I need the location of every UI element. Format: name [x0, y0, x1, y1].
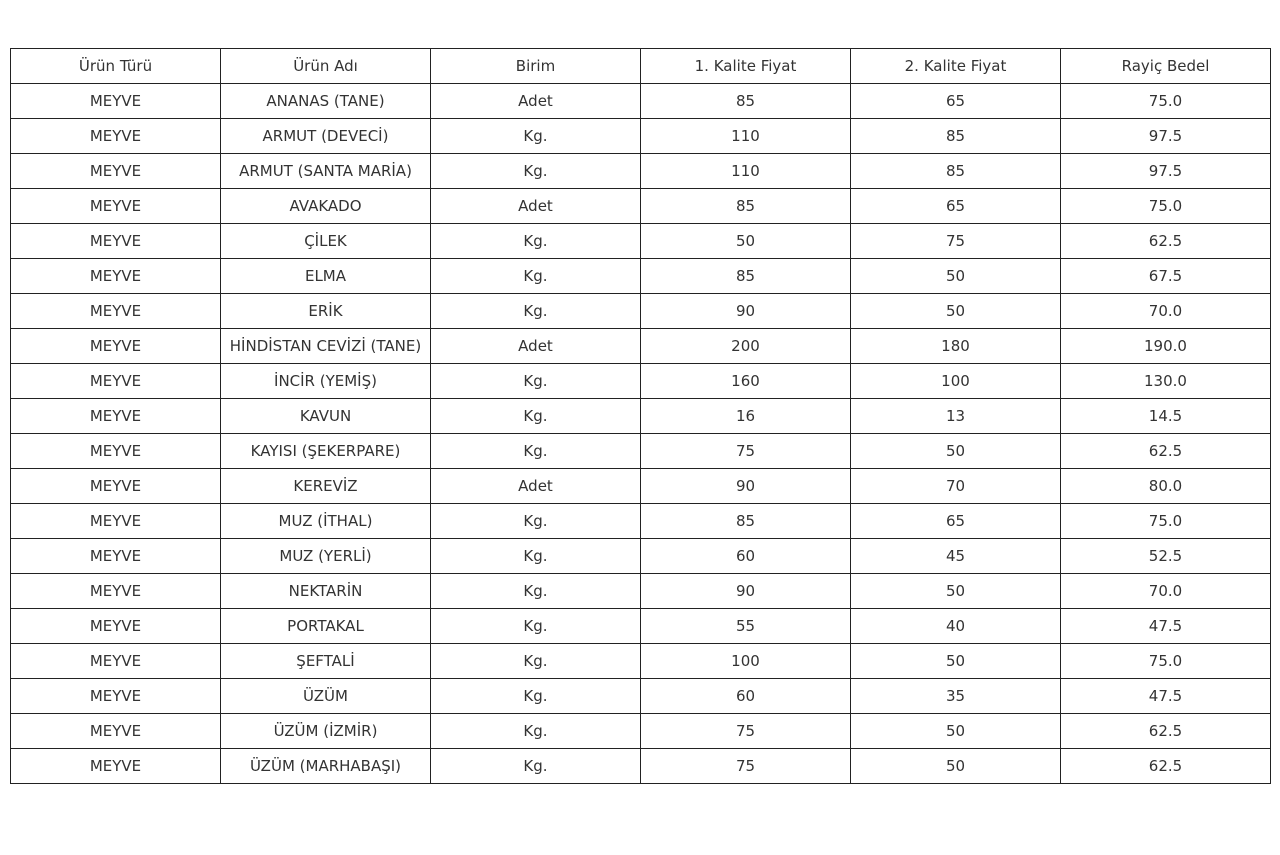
table-row [11, 364, 1271, 399]
cell-urun-turu: MEYVE [11, 539, 221, 574]
cell-kalite-1-fiyat: 85 [641, 189, 851, 224]
cell-urun-turu: MEYVE [11, 119, 221, 154]
table-body [11, 84, 1271, 784]
cell-birim: Kg. [431, 364, 641, 399]
cell-urun-adi: HİNDİSTAN CEVİZİ (TANE) [221, 329, 431, 364]
column-header-kalite-1-fiyat: 1. Kalite Fiyat [641, 49, 851, 84]
cell-urun-adi: KAVUN [221, 399, 431, 434]
table-row [11, 539, 1271, 574]
cell-urun-adi: AVAKADO [221, 189, 431, 224]
column-header-kalite-2-fiyat: 2. Kalite Fiyat [851, 49, 1061, 84]
table-row [11, 504, 1271, 539]
cell-kalite-2-fiyat: 50 [851, 714, 1061, 749]
table-row [11, 329, 1271, 364]
cell-urun-turu: MEYVE [11, 679, 221, 714]
cell-urun-turu: MEYVE [11, 154, 221, 189]
cell-rayic-bedel: 75.0 [1061, 189, 1271, 224]
column-header-urun-adi: Ürün Adı [221, 49, 431, 84]
cell-rayic-bedel: 190.0 [1061, 329, 1271, 364]
cell-urun-adi: ANANAS (TANE) [221, 84, 431, 119]
table-row [11, 714, 1271, 749]
cell-kalite-1-fiyat: 90 [641, 574, 851, 609]
cell-urun-adi: ARMUT (DEVECİ) [221, 119, 431, 154]
cell-kalite-2-fiyat: 85 [851, 154, 1061, 189]
cell-rayic-bedel: 75.0 [1061, 84, 1271, 119]
cell-rayic-bedel: 75.0 [1061, 644, 1271, 679]
column-header-rayic-bedel: Rayiç Bedel [1061, 49, 1271, 84]
cell-urun-adi: ŞEFTALİ [221, 644, 431, 679]
cell-kalite-1-fiyat: 160 [641, 364, 851, 399]
cell-urun-turu: MEYVE [11, 714, 221, 749]
cell-kalite-2-fiyat: 65 [851, 84, 1061, 119]
cell-urun-turu: MEYVE [11, 294, 221, 329]
cell-rayic-bedel: 62.5 [1061, 224, 1271, 259]
cell-urun-turu: MEYVE [11, 329, 221, 364]
cell-kalite-1-fiyat: 85 [641, 84, 851, 119]
cell-rayic-bedel: 14.5 [1061, 399, 1271, 434]
column-header-birim: Birim [431, 49, 641, 84]
cell-urun-adi: PORTAKAL [221, 609, 431, 644]
cell-kalite-2-fiyat: 50 [851, 294, 1061, 329]
cell-kalite-1-fiyat: 50 [641, 224, 851, 259]
table-row [11, 84, 1271, 119]
table-row [11, 294, 1271, 329]
cell-kalite-1-fiyat: 55 [641, 609, 851, 644]
cell-kalite-1-fiyat: 110 [641, 154, 851, 189]
cell-kalite-1-fiyat: 75 [641, 434, 851, 469]
cell-urun-adi: KEREVİZ [221, 469, 431, 504]
cell-rayic-bedel: 47.5 [1061, 679, 1271, 714]
cell-kalite-2-fiyat: 45 [851, 539, 1061, 574]
cell-urun-turu: MEYVE [11, 434, 221, 469]
cell-urun-turu: MEYVE [11, 469, 221, 504]
table-row [11, 434, 1271, 469]
cell-kalite-2-fiyat: 50 [851, 434, 1061, 469]
cell-urun-turu: MEYVE [11, 84, 221, 119]
cell-rayic-bedel: 47.5 [1061, 609, 1271, 644]
table-row [11, 469, 1271, 504]
cell-kalite-1-fiyat: 90 [641, 469, 851, 504]
cell-birim: Kg. [431, 434, 641, 469]
cell-kalite-2-fiyat: 40 [851, 609, 1061, 644]
table-row [11, 189, 1271, 224]
cell-birim: Kg. [431, 749, 641, 784]
cell-birim: Kg. [431, 259, 641, 294]
cell-rayic-bedel: 70.0 [1061, 574, 1271, 609]
cell-kalite-1-fiyat: 60 [641, 539, 851, 574]
cell-kalite-1-fiyat: 100 [641, 644, 851, 679]
cell-urun-adi: ÜZÜM (MARHABAŞI) [221, 749, 431, 784]
cell-birim: Kg. [431, 539, 641, 574]
cell-birim: Kg. [431, 504, 641, 539]
cell-kalite-2-fiyat: 180 [851, 329, 1061, 364]
cell-urun-adi: ARMUT (SANTA MARİA) [221, 154, 431, 189]
table-row [11, 749, 1271, 784]
cell-urun-turu: MEYVE [11, 399, 221, 434]
cell-kalite-2-fiyat: 50 [851, 644, 1061, 679]
cell-birim: Adet [431, 469, 641, 504]
cell-birim: Kg. [431, 224, 641, 259]
cell-birim: Kg. [431, 119, 641, 154]
cell-kalite-2-fiyat: 70 [851, 469, 1061, 504]
cell-rayic-bedel: 70.0 [1061, 294, 1271, 329]
cell-kalite-1-fiyat: 90 [641, 294, 851, 329]
table-header [11, 49, 1271, 84]
table-row [11, 119, 1271, 154]
cell-birim: Kg. [431, 679, 641, 714]
cell-birim: Kg. [431, 399, 641, 434]
cell-kalite-1-fiyat: 85 [641, 259, 851, 294]
cell-rayic-bedel: 62.5 [1061, 714, 1271, 749]
cell-kalite-2-fiyat: 35 [851, 679, 1061, 714]
cell-rayic-bedel: 67.5 [1061, 259, 1271, 294]
table-row [11, 574, 1271, 609]
cell-urun-turu: MEYVE [11, 259, 221, 294]
cell-urun-turu: MEYVE [11, 574, 221, 609]
cell-rayic-bedel: 62.5 [1061, 749, 1271, 784]
cell-urun-adi: ÇİLEK [221, 224, 431, 259]
table-row [11, 399, 1271, 434]
cell-kalite-1-fiyat: 75 [641, 749, 851, 784]
cell-birim: Kg. [431, 609, 641, 644]
cell-urun-adi: ERİK [221, 294, 431, 329]
cell-kalite-1-fiyat: 200 [641, 329, 851, 364]
header-row [11, 49, 1271, 84]
cell-urun-turu: MEYVE [11, 189, 221, 224]
cell-birim: Adet [431, 84, 641, 119]
cell-urun-turu: MEYVE [11, 609, 221, 644]
cell-kalite-2-fiyat: 50 [851, 749, 1061, 784]
cell-rayic-bedel: 75.0 [1061, 504, 1271, 539]
cell-kalite-2-fiyat: 50 [851, 574, 1061, 609]
cell-kalite-2-fiyat: 65 [851, 189, 1061, 224]
price-table [10, 48, 1271, 784]
cell-birim: Kg. [431, 574, 641, 609]
column-header-urun-turu: Ürün Türü [11, 49, 221, 84]
cell-rayic-bedel: 130.0 [1061, 364, 1271, 399]
cell-urun-turu: MEYVE [11, 224, 221, 259]
cell-rayic-bedel: 80.0 [1061, 469, 1271, 504]
cell-urun-turu: MEYVE [11, 749, 221, 784]
table-row [11, 609, 1271, 644]
cell-rayic-bedel: 97.5 [1061, 154, 1271, 189]
cell-kalite-1-fiyat: 60 [641, 679, 851, 714]
cell-birim: Kg. [431, 154, 641, 189]
cell-rayic-bedel: 62.5 [1061, 434, 1271, 469]
cell-urun-adi: ELMA [221, 259, 431, 294]
cell-kalite-1-fiyat: 75 [641, 714, 851, 749]
cell-kalite-2-fiyat: 65 [851, 504, 1061, 539]
cell-kalite-2-fiyat: 13 [851, 399, 1061, 434]
cell-urun-adi: NEKTARİN [221, 574, 431, 609]
cell-kalite-1-fiyat: 16 [641, 399, 851, 434]
cell-urun-adi: ÜZÜM (İZMİR) [221, 714, 431, 749]
cell-rayic-bedel: 52.5 [1061, 539, 1271, 574]
cell-kalite-2-fiyat: 75 [851, 224, 1061, 259]
table-row [11, 644, 1271, 679]
cell-kalite-2-fiyat: 100 [851, 364, 1061, 399]
cell-urun-turu: MEYVE [11, 644, 221, 679]
cell-birim: Kg. [431, 644, 641, 679]
cell-urun-adi: ÜZÜM [221, 679, 431, 714]
cell-birim: Adet [431, 189, 641, 224]
cell-urun-turu: MEYVE [11, 364, 221, 399]
table-row [11, 224, 1271, 259]
cell-birim: Adet [431, 329, 641, 364]
cell-kalite-1-fiyat: 110 [641, 119, 851, 154]
cell-urun-adi: MUZ (İTHAL) [221, 504, 431, 539]
table-row [11, 679, 1271, 714]
cell-birim: Kg. [431, 714, 641, 749]
cell-urun-adi: KAYISI (ŞEKERPARE) [221, 434, 431, 469]
cell-kalite-1-fiyat: 85 [641, 504, 851, 539]
cell-rayic-bedel: 97.5 [1061, 119, 1271, 154]
cell-kalite-2-fiyat: 50 [851, 259, 1061, 294]
table-row [11, 154, 1271, 189]
cell-kalite-2-fiyat: 85 [851, 119, 1061, 154]
cell-urun-adi: İNCİR (YEMİŞ) [221, 364, 431, 399]
table-row [11, 259, 1271, 294]
cell-urun-turu: MEYVE [11, 504, 221, 539]
cell-birim: Kg. [431, 294, 641, 329]
cell-urun-adi: MUZ (YERLİ) [221, 539, 431, 574]
